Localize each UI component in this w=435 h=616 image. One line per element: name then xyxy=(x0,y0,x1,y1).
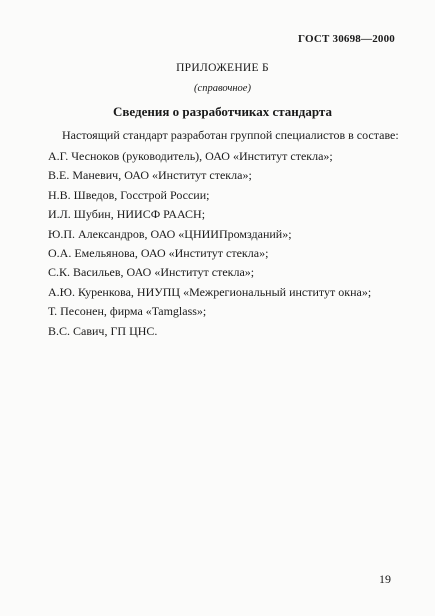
page-number: 19 xyxy=(379,572,391,586)
list-item: А.Ю. Куренкова, НИУПЦ «Межрегиональный институт окна»; xyxy=(48,284,372,299)
list-item: А.Г. Чесноков (руководитель), ОАО «Институт стекла»; xyxy=(48,149,333,163)
developers-list xyxy=(48,147,371,341)
intro-text: Настоящий стандарт разработан группой специалистов в составе: xyxy=(62,128,399,142)
list-item: И.Л. Шубин, НИИСФ РААСН; xyxy=(48,207,206,222)
list-item: Ю.П. Александров, ОАО «ЦНИИПромзданий»; xyxy=(48,226,292,241)
list-item: В.Е. Маневич, ОАО «Институт стекла»; xyxy=(48,168,252,183)
document-code: ГОСТ 30698—2000 xyxy=(298,33,395,45)
appendix-title: ПРИЛОЖЕНИЕ Б xyxy=(176,62,269,74)
list-item: О.А. Емельянова, ОАО «Институт стекла»; xyxy=(48,245,269,260)
section-heading: Сведения о разработчиках стандарта xyxy=(113,104,332,119)
appendix-note: (справочное) xyxy=(194,83,251,94)
list-item: Н.В. Шведов, Госстрой России; xyxy=(48,187,210,202)
list-item: Т. Песонен, фирма «Tamglass»; xyxy=(48,304,207,319)
list-item: В.С. Савич, ГП ЦНС. xyxy=(48,323,158,338)
list-item: С.К. Васильев, ОАО «Институт стекла»; xyxy=(48,265,255,280)
